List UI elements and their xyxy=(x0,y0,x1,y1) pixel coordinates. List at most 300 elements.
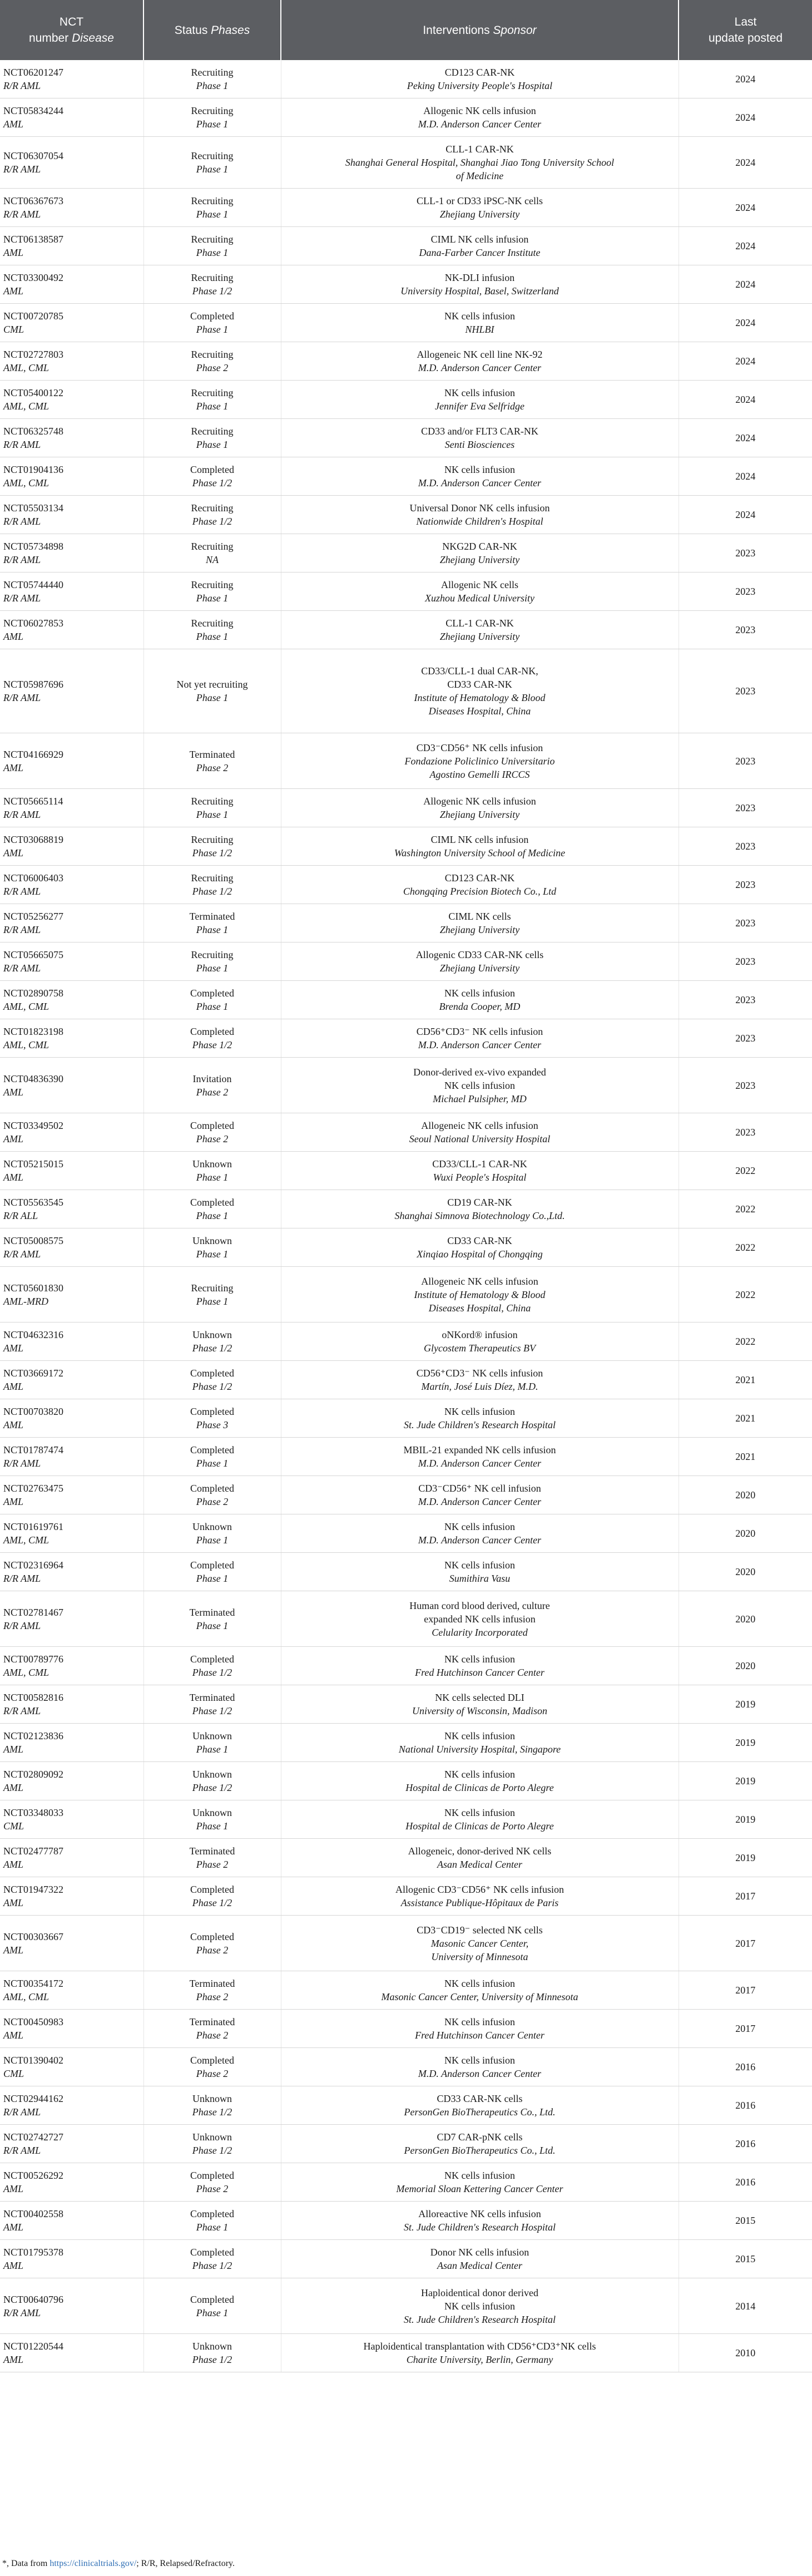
nct-disease-cell xyxy=(0,1685,143,1724)
intervention-sponsor-cell xyxy=(281,2048,679,2086)
trial-status: Unknown xyxy=(192,1807,232,1818)
table-row xyxy=(0,1152,812,1190)
intervention: CD123 CAR-NK xyxy=(444,872,515,884)
disease: R/R AML xyxy=(3,1458,41,1469)
intervention: Donor-derived ex-vivo expanded xyxy=(413,1066,546,1078)
intervention: CD33/CLL-1 dual CAR-NK, xyxy=(421,665,538,677)
nct-number: NCT05400122 xyxy=(3,387,63,398)
disease: R/R AML xyxy=(3,554,41,565)
trial-phase: Phase 2 xyxy=(196,2068,229,2079)
last-update-cell xyxy=(679,1361,812,1399)
last-update-cell xyxy=(679,1553,812,1591)
nct-disease-cell xyxy=(0,1152,143,1190)
status-phase-cell xyxy=(143,1476,281,1514)
intervention-sponsor-cell xyxy=(281,1800,679,1839)
last-update-cell xyxy=(679,534,812,573)
trial-phase: Phase 2 xyxy=(196,1859,229,1870)
trial-phase: Phase 1/2 xyxy=(192,2260,232,2271)
table-row xyxy=(0,1267,812,1322)
nct-number: NCT02809092 xyxy=(3,1769,63,1780)
nct-number: NCT00303667 xyxy=(3,1931,63,1942)
intervention-sponsor-cell xyxy=(281,1685,679,1724)
sponsor: Xinqiao Hospital of Chongqing xyxy=(417,1248,543,1260)
intervention-sponsor-cell xyxy=(281,1190,679,1228)
sponsor: Seoul National University Hospital xyxy=(409,1133,551,1144)
trial-phase: Phase 1/2 xyxy=(192,1667,232,1678)
last-update-year: 2024 xyxy=(735,279,756,290)
intervention-sponsor-cell xyxy=(281,60,679,98)
sponsor: Hospital de Clinicas de Porto Alegre xyxy=(405,1820,554,1832)
intervention: NK cells infusion xyxy=(444,1521,515,1532)
last-update-year: 2023 xyxy=(735,755,756,767)
sponsor: Dana-Farber Cancer Institute xyxy=(419,247,541,258)
intervention: CD33 and/or FLT3 CAR-NK xyxy=(421,426,538,437)
trial-status: Terminated xyxy=(189,2016,235,2027)
last-update-year: 2023 xyxy=(735,802,756,813)
last-update-year: 2024 xyxy=(735,432,756,443)
intervention: NK cells infusion xyxy=(444,464,515,475)
table-footnote: *, Data from https://clinicaltrials.gov/; R/R, Relapsed/Refractory. xyxy=(2,2559,235,2568)
last-update-cell xyxy=(679,2202,812,2240)
sponsor: M.D. Anderson Cancer Center xyxy=(418,1458,542,1469)
status-phase-cell xyxy=(143,1762,281,1800)
nct-number: NCT05256277 xyxy=(3,911,63,922)
last-update-year: 2020 xyxy=(735,1489,756,1501)
intervention-sponsor-cell xyxy=(281,942,679,981)
nct-number: NCT00450983 xyxy=(3,2016,63,2027)
last-update-year: 2021 xyxy=(735,1413,756,1424)
nct-disease-cell xyxy=(0,227,143,265)
sponsor: of Medicine xyxy=(455,170,504,181)
nct-number: NCT00354172 xyxy=(3,1978,63,1989)
intervention: CIML NK cells infusion xyxy=(430,834,529,845)
intervention-sponsor-cell xyxy=(281,649,679,733)
intervention-sponsor-cell xyxy=(281,137,679,189)
last-update-year: 2023 xyxy=(735,1079,756,1091)
disease: R/R AML xyxy=(3,164,41,175)
disease: CML xyxy=(3,2068,24,2079)
nct-number: NCT00402558 xyxy=(3,2208,63,2219)
nct-number: NCT06367673 xyxy=(3,195,63,206)
intervention: expanded NK cells infusion xyxy=(424,1613,536,1625)
last-update-cell xyxy=(679,496,812,534)
trial-status: Completed xyxy=(190,2293,234,2305)
trial-phase: Phase 2 xyxy=(196,1496,229,1507)
last-update-year: 2017 xyxy=(735,1891,756,1902)
intervention: NKG2D CAR-NK xyxy=(442,541,517,552)
last-update-year: 2021 xyxy=(735,1374,756,1385)
last-update-year: 2022 xyxy=(735,1165,756,1176)
intervention: CIML NK cells xyxy=(448,911,511,922)
disease: AML, CML xyxy=(3,362,49,373)
table-row xyxy=(0,2334,812,2372)
trial-phase: Phase 1/2 xyxy=(192,1897,232,1908)
intervention-sponsor-cell xyxy=(281,611,679,649)
last-update-cell xyxy=(679,2125,812,2163)
trial-phase: Phase 2 xyxy=(196,362,229,373)
intervention-sponsor-cell xyxy=(281,381,679,419)
trial-status: Completed xyxy=(190,1197,234,1208)
nct-number: NCT01795378 xyxy=(3,2247,63,2258)
trial-phase: Phase 1 xyxy=(196,1744,229,1755)
sponsor: Zhejiang University xyxy=(439,809,520,820)
intervention: Allogeneic NK cells infusion xyxy=(421,1120,538,1131)
table-row xyxy=(0,827,812,866)
last-update-year: 2017 xyxy=(735,1937,756,1949)
trial-status: Unknown xyxy=(192,1235,232,1246)
intervention-sponsor-cell xyxy=(281,904,679,942)
intervention-sponsor-cell xyxy=(281,1647,679,1685)
table-row xyxy=(0,942,812,981)
table-row xyxy=(0,2086,812,2125)
last-update-year: 2020 xyxy=(735,1528,756,1539)
intervention: NK cells infusion xyxy=(444,310,515,322)
trial-status: Terminated xyxy=(189,1692,235,1703)
trial-status: Completed xyxy=(190,2247,234,2258)
status-phase-cell xyxy=(143,1399,281,1438)
trial-status: Recruiting xyxy=(191,195,234,206)
trial-status: Completed xyxy=(190,1931,234,1942)
sponsor: Jennifer Eva Selfridge xyxy=(435,401,524,412)
last-update-year: 2023 xyxy=(735,917,756,929)
sponsor: University Hospital, Basel, Switzerland xyxy=(400,285,559,297)
status-phase-cell xyxy=(143,2086,281,2125)
last-update-cell xyxy=(679,137,812,189)
table-row xyxy=(0,2163,812,2202)
intervention: NK cells infusion xyxy=(444,1560,515,1571)
nct-number: NCT06325748 xyxy=(3,426,63,437)
intervention-sponsor-cell xyxy=(281,827,679,866)
nct-disease-cell xyxy=(0,1839,143,1877)
trial-phase: Phase 1/2 xyxy=(192,2145,232,2156)
last-update-cell xyxy=(679,1019,812,1058)
table-row xyxy=(0,2202,812,2240)
last-update-year: 2023 xyxy=(735,586,756,597)
status-phase-cell xyxy=(143,2125,281,2163)
last-update-year: 2024 xyxy=(735,112,756,123)
table-row xyxy=(0,1877,812,1916)
sponsor: Zhejiang University xyxy=(439,924,520,935)
status-phase-cell xyxy=(143,1438,281,1476)
sponsor: Fred Hutchinson Cancer Center xyxy=(415,2030,544,2041)
nct-number: NCT06201247 xyxy=(3,67,63,78)
nct-disease-cell xyxy=(0,381,143,419)
trial-phase: Phase 2 xyxy=(196,762,229,773)
nct-disease-cell xyxy=(0,1591,143,1647)
disease: AML xyxy=(3,1086,23,1098)
trial-status: Recruiting xyxy=(191,949,234,960)
status-phase-cell xyxy=(143,2240,281,2278)
table-row xyxy=(0,98,812,137)
last-update-cell xyxy=(679,189,812,227)
trial-status: Recruiting xyxy=(191,579,234,590)
nct-disease-cell xyxy=(0,1399,143,1438)
disease: R/R AML xyxy=(3,516,41,527)
disease: R/R AML xyxy=(3,593,41,604)
nct-number: NCT00720785 xyxy=(3,310,63,322)
trial-phase: Phase 1 xyxy=(196,631,229,642)
trial-status: Terminated xyxy=(189,748,235,760)
last-update-year: 2015 xyxy=(735,2215,756,2226)
trial-phase: Phase 1/2 xyxy=(192,1039,232,1050)
last-update-cell xyxy=(679,1152,812,1190)
sponsor: Masonic Cancer Center, xyxy=(430,1937,529,1949)
sponsor: Sumithira Vasu xyxy=(449,1573,511,1584)
trial-status: Completed xyxy=(190,2055,234,2066)
intervention-sponsor-cell xyxy=(281,1058,679,1113)
nct-disease-cell xyxy=(0,573,143,611)
nct-number: NCT05834244 xyxy=(3,105,63,116)
sponsor: Masonic Cancer Center, University of Minnesota xyxy=(381,1991,578,2002)
last-update-year: 2022 xyxy=(735,1203,756,1215)
trial-phase: Phase 1 xyxy=(196,164,229,175)
status-phase-cell xyxy=(143,904,281,942)
status-phase-cell xyxy=(143,1019,281,1058)
trial-status: Invitation xyxy=(192,1073,232,1084)
last-update-year: 2010 xyxy=(735,2347,756,2358)
sponsor: M.D. Anderson Cancer Center xyxy=(418,1534,542,1546)
status-phase-cell xyxy=(143,1877,281,1916)
disease: AML xyxy=(3,1944,23,1956)
disease: AML xyxy=(3,1859,23,1870)
last-update-cell xyxy=(679,1647,812,1685)
intervention: NK cells infusion xyxy=(444,1807,515,1818)
nct-number: NCT06006403 xyxy=(3,872,63,884)
disease: R/R AML xyxy=(3,1573,41,1584)
table-row xyxy=(0,189,812,227)
nct-number: NCT01947322 xyxy=(3,1884,63,1895)
status-phase-cell xyxy=(143,1647,281,1685)
last-update-year: 2024 xyxy=(735,471,756,482)
last-update-cell xyxy=(679,1877,812,1916)
trial-phase: Phase 1/2 xyxy=(192,516,232,527)
status-phase-cell xyxy=(143,342,281,381)
nct-disease-cell xyxy=(0,2010,143,2048)
status-phase-cell xyxy=(143,1800,281,1839)
trial-phase: Phase 1 xyxy=(196,1620,229,1631)
sponsor: Zhejiang University xyxy=(439,631,520,642)
sponsor: Hospital de Clinicas de Porto Alegre xyxy=(405,1782,554,1793)
disease: AML xyxy=(3,247,23,258)
intervention: CD33/CLL-1 CAR-NK xyxy=(432,1158,527,1169)
intervention: CD33 CAR-NK cells xyxy=(437,2093,523,2104)
nct-disease-cell xyxy=(0,1553,143,1591)
trial-phase: Phase 1/2 xyxy=(192,1343,232,1354)
intervention-sponsor-cell xyxy=(281,227,679,265)
sponsor: Fred Hutchinson Cancer Center xyxy=(415,1667,544,1678)
trial-phase: Phase 1 xyxy=(196,809,229,820)
intervention-sponsor-cell xyxy=(281,2010,679,2048)
last-update-cell xyxy=(679,1267,812,1322)
last-update-cell xyxy=(679,1190,812,1228)
sponsor: PersonGen BioTherapeutics Co., Ltd. xyxy=(404,2106,556,2118)
nct-number: NCT04836390 xyxy=(3,1073,63,1084)
intervention: Allogeneic NK cells infusion xyxy=(421,1275,538,1287)
last-update-cell xyxy=(679,1971,812,2010)
trial-phase: Phase 2 xyxy=(196,1133,229,1144)
disease: R/R AML xyxy=(3,2307,41,2318)
nct-disease-cell xyxy=(0,60,143,98)
status-phase-cell xyxy=(143,1267,281,1322)
intervention-sponsor-cell xyxy=(281,2334,679,2372)
nct-number: NCT05744440 xyxy=(3,579,63,590)
last-update-year: 2023 xyxy=(735,1127,756,1138)
trial-status: Completed xyxy=(190,1884,234,1895)
last-update-cell xyxy=(679,1762,812,1800)
last-update-cell xyxy=(679,2086,812,2125)
last-update-cell xyxy=(679,2048,812,2086)
nct-number: NCT02477787 xyxy=(3,1845,63,1857)
table-row xyxy=(0,649,812,733)
intervention: Haploidentical transplantation with CD56⁺CD3⁺NK cells xyxy=(363,2341,596,2352)
status-phase-cell xyxy=(143,1553,281,1591)
sponsor: Shanghai Simnova Biotechnology Co.,Ltd. xyxy=(394,1210,565,1221)
nct-disease-cell xyxy=(0,1724,143,1762)
nct-disease-cell xyxy=(0,1514,143,1553)
clinicaltrials-link[interactable]: https://clinicaltrials.gov/ xyxy=(49,2559,137,2568)
table-row xyxy=(0,1190,812,1228)
status-phase-cell xyxy=(143,1058,281,1113)
last-update-year: 2016 xyxy=(735,2177,756,2188)
last-update-cell xyxy=(679,342,812,381)
status-phase-cell xyxy=(143,1591,281,1647)
nct-disease-cell xyxy=(0,1877,143,1916)
intervention-sponsor-cell xyxy=(281,457,679,496)
nct-number: NCT01619761 xyxy=(3,1521,63,1532)
nct-disease-cell xyxy=(0,189,143,227)
last-update-cell xyxy=(679,904,812,942)
intervention: NK cells infusion xyxy=(444,2170,515,2181)
sponsor: St. Jude Children's Research Hospital xyxy=(404,2222,556,2233)
disease: R/R AML xyxy=(3,963,41,974)
sponsor: M.D. Anderson Cancer Center xyxy=(418,1496,542,1507)
intervention: NK cells infusion xyxy=(444,387,515,398)
nct-disease-cell xyxy=(0,866,143,904)
nct-disease-cell xyxy=(0,2334,143,2372)
intervention: CLL-1 or CD33 iPSC-NK cells xyxy=(417,195,543,206)
table-row xyxy=(0,60,812,98)
table-row xyxy=(0,981,812,1019)
last-update-cell xyxy=(679,1724,812,1762)
disease: R/R AML xyxy=(3,1620,41,1631)
intervention-sponsor-cell xyxy=(281,1971,679,2010)
intervention-sponsor-cell xyxy=(281,733,679,789)
table-row xyxy=(0,1762,812,1800)
last-update-year: 2023 xyxy=(735,547,756,559)
trial-status: Completed xyxy=(190,310,234,322)
sponsor: M.D. Anderson Cancer Center xyxy=(418,2068,542,2079)
status-phase-cell xyxy=(143,649,281,733)
table-row xyxy=(0,1019,812,1058)
table-header-row xyxy=(0,0,812,60)
intervention: Alloreactive NK cells infusion xyxy=(418,2208,541,2219)
trial-phase: Phase 1 xyxy=(196,593,229,604)
trial-phase: Phase 1 xyxy=(196,1534,229,1546)
nct-disease-cell xyxy=(0,2202,143,2240)
table-row xyxy=(0,2240,812,2278)
intervention-sponsor-cell xyxy=(281,1877,679,1916)
sponsor: Martín, José Luis Díez, M.D. xyxy=(421,1381,538,1392)
intervention-sponsor-cell xyxy=(281,1762,679,1800)
trial-phase: Phase 2 xyxy=(196,2183,229,2194)
sponsor: Washington University School of Medicine xyxy=(394,847,566,858)
intervention-sponsor-cell xyxy=(281,1724,679,1762)
table-row xyxy=(0,789,812,827)
status-phase-cell xyxy=(143,1971,281,2010)
disease: AML xyxy=(3,1419,23,1430)
intervention-sponsor-cell xyxy=(281,1591,679,1647)
disease: AML, CML xyxy=(3,1534,49,1546)
trial-status: Unknown xyxy=(192,1521,232,1532)
trial-phase: Phase 1/2 xyxy=(192,886,232,897)
nct-disease-cell xyxy=(0,137,143,189)
trial-status: Recruiting xyxy=(191,872,234,884)
status-phase-cell xyxy=(143,1113,281,1152)
trial-status: Completed xyxy=(190,1120,234,1131)
table-row xyxy=(0,2125,812,2163)
sponsor: Asan Medical Center xyxy=(437,1859,522,1870)
table-row xyxy=(0,227,812,265)
sponsor: Charite University, Berlin, Germany xyxy=(406,2354,553,2365)
disease: AML xyxy=(3,2260,23,2271)
trial-status: Completed xyxy=(190,988,234,999)
status-phase-cell xyxy=(143,573,281,611)
last-update-year: 2024 xyxy=(735,73,756,85)
intervention: CLL-1 CAR-NK xyxy=(445,618,514,629)
last-update-cell xyxy=(679,1438,812,1476)
last-update-year: 2019 xyxy=(735,1814,756,1825)
table-row xyxy=(0,342,812,381)
header-nct-disease: NCT number Disease xyxy=(0,0,143,60)
status-phase-cell xyxy=(143,611,281,649)
trial-status: Completed xyxy=(190,2208,234,2219)
last-update-year: 2023 xyxy=(735,956,756,967)
last-update-year: 2024 xyxy=(735,356,756,367)
nct-number: NCT05734898 xyxy=(3,541,63,552)
trial-phase: Phase 1 xyxy=(196,401,229,412)
intervention-sponsor-cell xyxy=(281,1113,679,1152)
intervention-sponsor-cell xyxy=(281,419,679,457)
last-update-cell xyxy=(679,1800,812,1839)
intervention: NK cells infusion xyxy=(444,2055,515,2066)
status-phase-cell xyxy=(143,1228,281,1267)
trial-phase: NA xyxy=(205,554,219,565)
status-phase-cell xyxy=(143,827,281,866)
nct-disease-cell xyxy=(0,1916,143,1971)
trial-status: Completed xyxy=(190,1026,234,1037)
sponsor: St. Jude Children's Research Hospital xyxy=(404,1419,556,1430)
table-row xyxy=(0,2048,812,2086)
sponsor: Zhejiang University xyxy=(439,554,520,565)
table-row xyxy=(0,1322,812,1361)
sponsor: Wuxi People's Hospital xyxy=(433,1172,527,1183)
intervention-sponsor-cell xyxy=(281,1553,679,1591)
status-phase-cell xyxy=(143,381,281,419)
last-update-cell xyxy=(679,2163,812,2202)
status-phase-cell xyxy=(143,304,281,342)
status-phase-cell xyxy=(143,1514,281,1553)
table-row xyxy=(0,1971,812,2010)
last-update-cell xyxy=(679,1399,812,1438)
nct-number: NCT06027853 xyxy=(3,618,63,629)
nct-disease-cell xyxy=(0,942,143,981)
header-interventions-sponsor: Interventions Sponsor xyxy=(281,0,679,60)
sponsor: Memorial Sloan Kettering Cancer Center xyxy=(396,2183,563,2194)
last-update-cell xyxy=(679,1591,812,1647)
intervention: NK cells infusion xyxy=(444,1769,515,1780)
status-phase-cell xyxy=(143,265,281,304)
last-update-year: 2022 xyxy=(735,1289,756,1300)
